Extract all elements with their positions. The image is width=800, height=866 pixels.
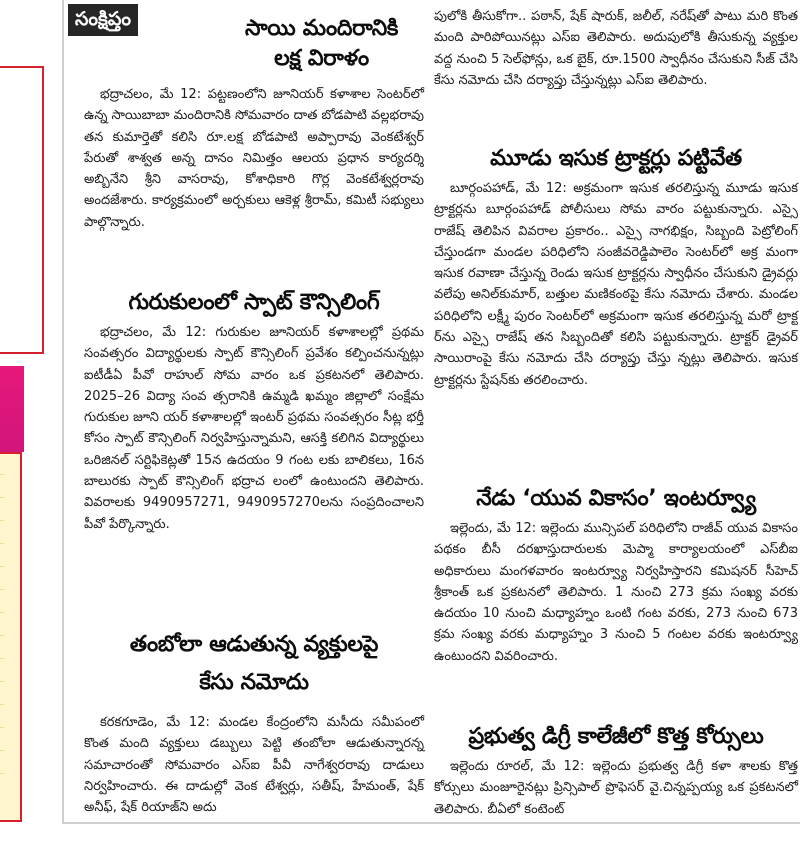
- article-body: [84, 322, 424, 535]
- adjacent-ad-pink-band: [0, 366, 24, 452]
- section-tag: సంక్షిప్తం: [68, 4, 138, 36]
- article-headline: [219, 14, 424, 74]
- adjacent-ad-yellow-panel: [0, 452, 22, 822]
- article-body: [84, 84, 424, 233]
- article-text: భద్రాచలం, మే 12: పట్టణంలోని జూనియర్ కళాశాల సెంటర్‌లో ఉన్న సాయిబాబా మందిరానికి సోమవారం దాత బోడపాటి వల్లభరావు తన కుమార్తెతో కలిసి రూ.లక్ష బోడపాటి అప్పారావు వెంకటేశ్వర్ పేరుతో శాశ్వత అన్న దానం నిమిత్తం ఆలయ ప్రధాన కార్యదర్శి అబ్బినేని శ్రీని వాసరావు, కోశాధికారి గొర్ల వెంకటేశ్వర్లరావు అందజేశారు. కార్యక్రమంలో అర్చకులు ఆకెళ్ల శ్రీరామ్, కమిటీ సభ్యులు పాల్గొన్నారు.: [84, 87, 424, 230]
- headline-line: గురుకులంలో స్పాట్ కౌన్సిలింగ్: [128, 290, 380, 315]
- headline-line: తంబోలా ఆడుతున్న వ్యక్తులపై: [129, 632, 379, 657]
- article-headline: [84, 630, 424, 698]
- article-headline: [434, 144, 798, 174]
- decorative-lines: [0, 474, 4, 796]
- headline-line: సాయి మందిరానికి: [244, 16, 399, 41]
- article-body: [84, 712, 424, 818]
- article-text: ఇల్లెందు రూరల్, మే 12: ఇల్లెందు ప్రభుత్వ డిగ్రీ కళా శాలకు కొత్త కోర్సులు మంజూరైనట్లు ప్రిన్సిపాల్ ప్రొఫెసర్ వై.చిన్నప్పయ్య ఒక ప్రకటనలో తెలిపారు. బీఏలో కంటెంట్: [434, 759, 798, 817]
- news-brief-clipping: [62, 0, 800, 824]
- article-text: బూర్గంపహాడ్, మే 12: అక్రమంగా ఇసుక తరలిస్తున్న మూడు ఇసుక ట్రాక్టర్లను బూర్గంపహాడ్ పోలీసులు సోమ వారం పట్టుకున్నారు. ఎస్సై రాజేష్ తెలిపిన వివరాల ప్రకారం.. ఎస్సై నాగభిక్షం, సిబ్బంది పెట్రోలింగ్ చేస్తుండగా మండల పరిధిలోని సంజీవరెడ్డిపాలెం సెంటర్‌లో అక్ర మంగా ఇసుక రవాణా చేస్తున్న రెండు ఇసుక ట్రాక్టర్లను స్వాధీనం చేసుకుని డ్రైవర్లు వలేపు అనిల్‌కుమార్, బత్తుల మణికంఠపై కేసు నమోదు చేశారు. మండల పరిధిలోని లక్ష్మీ పురం సెంటర్‌లో అక్రమంగా ఇసుక తరలిస్తున్న మరో ట్రాక్ట ర్‌ను ఎస్సై రాజేష్ తన సిబ్బందితో కలిసి పట్టుకున్నారు. ట్రాక్టర్ డ్రైవర్ సాయిరాంపై కేసు నమోదు చేసి దర్యాప్తు చేస్తు న్నట్లు తెలిపారు. ఇసుక ట్రాక్టర్లను స్టేషన్‌కు తరలించారు.: [434, 181, 798, 388]
- article-headline: [84, 288, 424, 318]
- adjacent-article-strip: [0, 0, 62, 866]
- article-headline: [434, 722, 798, 752]
- article-body: [434, 178, 798, 391]
- article-body: [434, 518, 798, 667]
- article-text: భద్రాచలం, మే 12: గురుకుల జూనియర్ కళాశాలల్లో ప్రథమ సంవత్సరం విద్యార్థులకు స్పాట్ కౌన్సిలింగ్ ప్రవేశం కల్పించనున్నట్లు ఐటీడీఏ పీవో రాహుల్ సోమ వారం ఒక ప్రకటనలో తెలిపారు. 2025–26 విద్యా సంవ త్సరానికి ఉమ్మడి ఖమ్మం జిల్లాలో సంక్షేమ గురుకుల జూని యర్ కళాశాలల్లో ఇంటర్ ప్రథమ సంవత్సరం సీట్ల భర్తీ కోసం స్పాట్ కౌన్సిలింగ్ నిర్వహిస్తున్నామని, ఆసక్తి కలిగిన విద్యార్థులు ఒరిజినల్ సర్టిఫికెట్లతో 15న ఉదయం 9 గంట లకు బాలికలు, 16న బాలురకు స్పాట్ కౌన్సిలింగ్ భద్రాచ లంలో ఉంటుందని తెలిపారు. వివరాలకు 9490957271, 9490957270లను సంప్రదించాలని పీవో పేర్కొన్నారు.: [84, 325, 424, 532]
- article-text: పులోకి తీసుకోగా.. పఠాన్, షేక్ షారుక్, జలీల్, నరేష్‌తో పాటు మరి కొంత మంది పారిపోయినట్లు ఎస్ఐ తెలిపారు. అదుపులోకి తీసుకున్న వ్యక్తుల వద్ద నుంచి 5 సెల్‌ఫోన్లు, ఒక బైక్, రూ.1500 స్వాధీనం చేసుకుని సీజ్ చేసి కేసు నమోదు చేసి దర్యాప్తు చేస్తున్నట్లు ఎస్ఐ తెలిపారు.: [434, 9, 798, 88]
- article-headline: [434, 484, 798, 514]
- headline-line: ప్రభుత్వ డిగ్రీ కాలేజీలో కొత్త కోర్సులు: [468, 724, 764, 749]
- article-body: [434, 756, 798, 820]
- headline-line: మూడు ఇసుక ట్రాక్టర్లు పట్టివేత: [490, 146, 742, 171]
- article-body-continued: [434, 6, 798, 91]
- headline-line: లక్ష విరాళం: [274, 46, 369, 71]
- headline-line: నేడు ‘యువ వికాసం’ ఇంటర్వ్యూ: [476, 486, 756, 511]
- article-text: కరకగూడెం, మే 12: మండల కేంద్రంలోని మసీదు సమీపంలో కొంత మంది వ్యక్తులు డబ్బులు పెట్టి తంబోలా ఆడుతున్నారన్న సమాచారంతో సోమవారం ఎస్ఐ పీవీ నాగేశ్వరరావు దాడులు నిర్వహించారు. ఈ దాడుల్లో వెంక టేశ్వర్లు, సతీష్, హేమంత్, షేక్ అనీఫ్, షేక్ రియాజ్‌ని అదు: [84, 715, 424, 816]
- article-text: ఇల్లెందు, మే 12: ఇల్లెందు మున్సిపల్ పరిధిలోని రాజీవ్ యువ వికాసం పథకం బీసీ దరఖాస్తుదారులకు మెప్మా కార్యాలయంలో ఎస్‌బీఐ అధికారులు మంగళవారం ఇంటర్వ్యూ నిర్వహిస్తారని కమిషనర్ సీహెచ్ శ్రీకాంత్ ఒక ప్రకటనలో తెలిపారు. 1 నుంచి 273 క్రమ సంఖ్య వరకు ఉదయం 10 నుంచి మధ్యాహ్నం ఒంటి గంట వరకు, 273 నుంచి 673 క్రమ సంఖ్య వరకు మధ్యాహ్నం 3 నుంచి 5 గంటల వరకు ఇంటర్వ్యూ ఉంటుందని వివరించారు.: [434, 521, 798, 664]
- adjacent-article-box: [0, 66, 44, 354]
- headline-line: కేసు నమోదు: [199, 670, 309, 695]
